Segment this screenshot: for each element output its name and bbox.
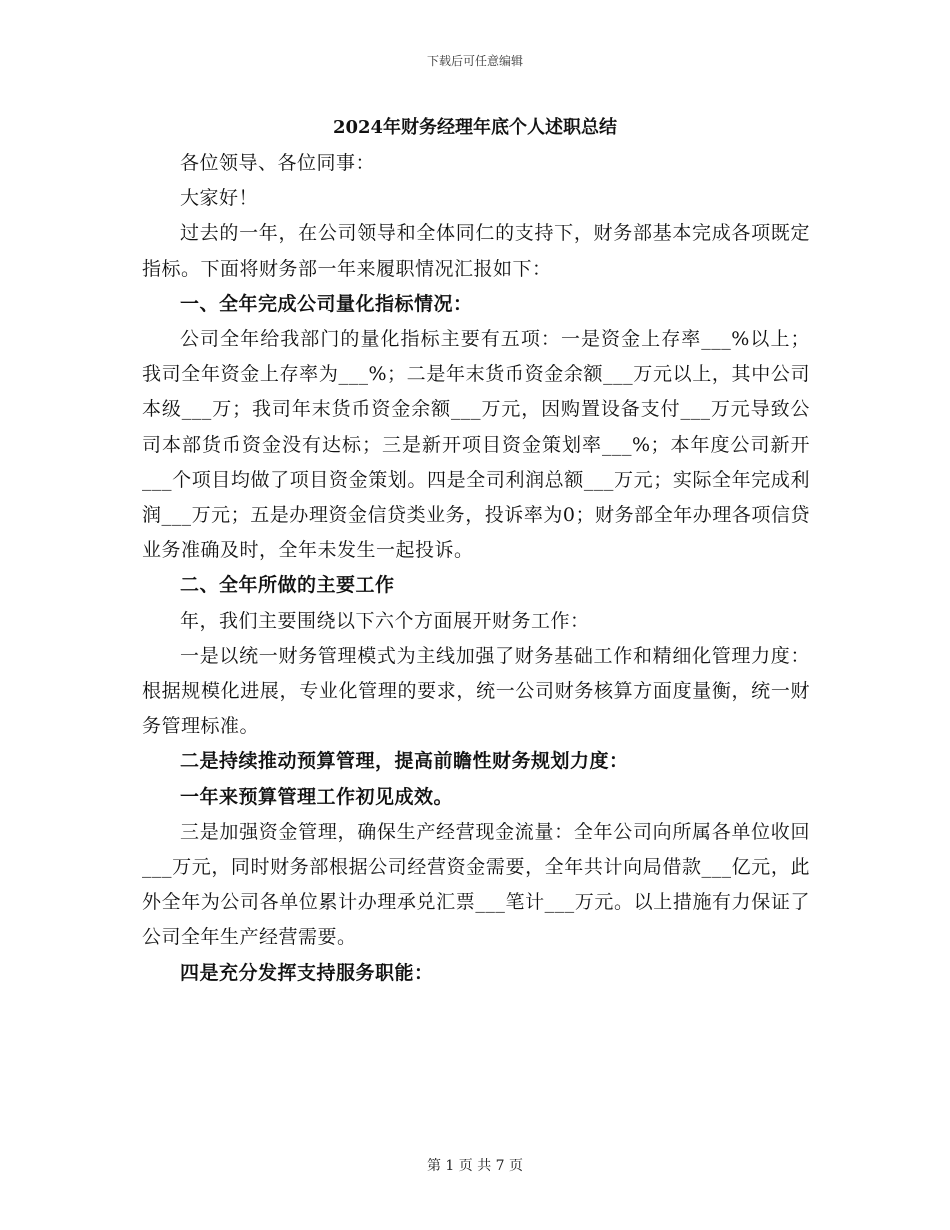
document-body (142, 146, 810, 991)
document-title: 2024年财务经理年底个人述职总结 (332, 117, 618, 138)
salutation: 各位领导、各位同事： (180, 152, 376, 174)
greeting: 大家好！ (180, 187, 259, 210)
work-item-1: 一是以统一财务管理模式为主线加强了财务基础工作和精细化管理力度：根据规模化进展，专业化管理的要求，统一公司财务核算方面度量衡，统一财务管理标准。 (142, 644, 810, 738)
intro-paragraph: 过去的一年，在公司领导和全体同仁的支持下，财务部基本完成各项既定指标。下面将财务部一年来履职情况汇报如下： (142, 222, 810, 280)
section-heading-1: 一、全年完成公司量化指标情况： (180, 292, 473, 315)
page-number: 第 1 页 共 7 页 (426, 1158, 524, 1174)
work-item-4-heading: 四是充分发挥支持服务职能： (180, 961, 434, 984)
work-item-3: 三是加强资金管理，确保生产经营现金流量：全年公司向所属各单位收回___万元，同时财务部根据公司经营资金需要，全年共计向局借款___亿元，此外全年为公司各单位累计办理承兑汇票___笔计___万元。以上措施有力保证了公司全年生产经营需要。 (142, 820, 810, 949)
work-item-2-summary: 一年来预算管理工作初见成效。 (180, 785, 454, 808)
work-item-2-heading: 二是持续推动预算管理，提高前瞻性财务规划力度： (180, 750, 629, 773)
work-intro-paragraph: 年，我们主要围绕以下六个方面展开财务工作： (180, 609, 590, 632)
section-heading-2: 二、全年所做的主要工作 (180, 574, 395, 597)
page-header-note: 下载后可任意编辑 (426, 54, 523, 68)
metrics-paragraph: 公司全年给我部门的量化指标主要有五项：一是资金上存率___%以上；我司全年资金上存率为___%；二是年末货币资金余额___万元以上，其中公司本级___万；我司年末货币资金余额___万元，因购置设备支付___万元导致公司本部货币资金没有达标；三是新开项目资金策划率___%；本年度公司新开___个项目均做了项目资金策划。四是全司利润总额___万元；实际全年完成利润___万元；五是办理资金信贷类业务，投诉率为0；财务部全年办理各项信贷业务准确及时，全年未发生一起投诉。 (142, 328, 810, 562)
